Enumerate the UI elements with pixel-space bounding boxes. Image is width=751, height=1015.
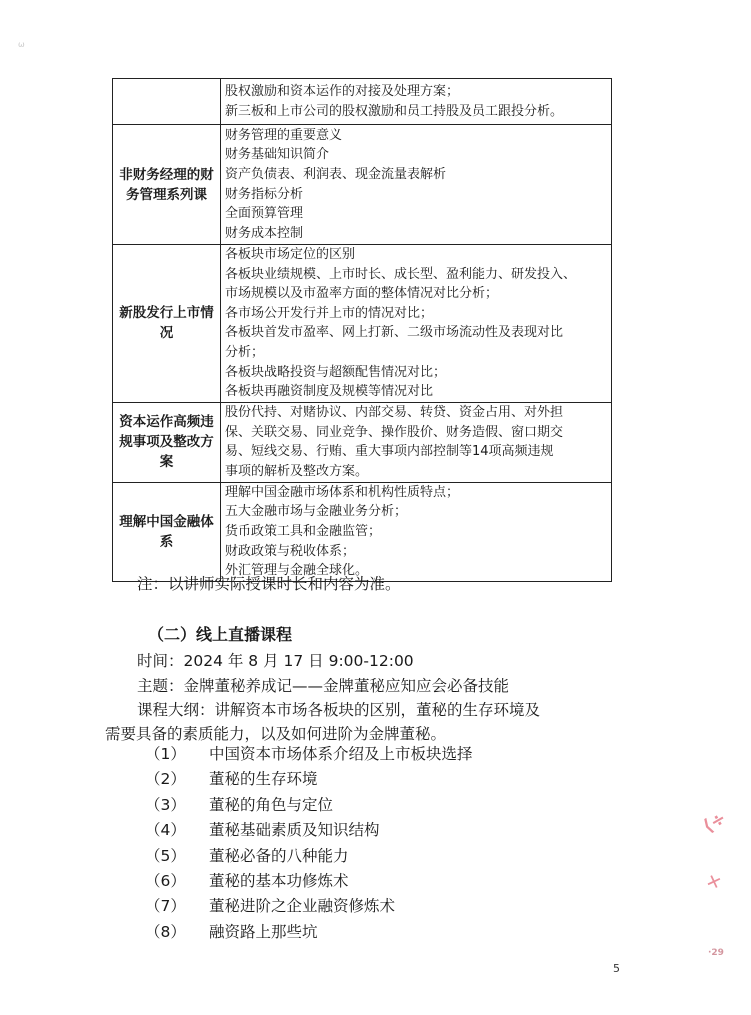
- description-line: 资产负债表、利润表、现金流量表解析: [225, 166, 447, 182]
- list-item: [145, 844, 615, 869]
- section-title: （二）线上直播课程: [148, 625, 293, 644]
- row-description: [221, 125, 612, 245]
- description-line: 财务指标分析: [225, 186, 304, 202]
- outline-list: [145, 742, 615, 945]
- list-item-text: 融资路上那些坑: [209, 922, 318, 941]
- list-item-text: 董秘必备的八种能力: [209, 846, 349, 865]
- description-line: 股份代持、对赌协议、内部交易、转贷、资金占用、对外担: [225, 405, 564, 421]
- list-item-text: 中国资本市场体系介绍及上市板块选择: [209, 745, 473, 763]
- list-item-text: 董秘进阶之企业融资修炼术: [209, 897, 396, 916]
- list-item: [145, 920, 615, 945]
- course-outline-intro-cont: 需要具备的素质能力，以及如何进阶为金牌董秘。: [105, 725, 447, 743]
- description-line: 各市场公开发行并上市的情况对比；: [225, 305, 434, 321]
- list-item: [145, 869, 615, 894]
- table-row: [113, 79, 612, 125]
- list-item-text: 董秘的角色与定位: [209, 795, 334, 814]
- list-item-number: （4）: [145, 821, 186, 840]
- description-line: 财务基础知识简介: [225, 147, 330, 163]
- scan-mark: ω: [18, 40, 25, 49]
- description-line: 理解中国金融市场体系和机构性质特点；: [225, 484, 460, 500]
- seal-stamp-fragment: ·29: [708, 948, 724, 958]
- description-line: 新三板和上市公司的股权激励和员工持股及员工跟投分析。: [225, 103, 564, 119]
- list-item-number: （7）: [145, 897, 186, 916]
- description-line: 事项的解析及整改方案。: [225, 463, 369, 479]
- description-line: 财务成本控制: [225, 225, 304, 241]
- row-category: 非财务经理的财务管理系列课: [113, 125, 221, 245]
- row-description: [221, 79, 612, 125]
- table-row: [113, 245, 612, 403]
- list-item: [145, 793, 615, 818]
- description-line: 保、关联交易、同业竞争、操作股价、财务造假、窗口期交: [225, 424, 564, 440]
- description-line: 财政政策与税收体系；: [225, 543, 356, 559]
- list-item: [145, 894, 615, 919]
- list-item: [145, 742, 615, 767]
- list-item-number: （8）: [145, 922, 186, 941]
- list-item: [145, 818, 615, 843]
- list-item-text: 董秘基础素质及知识结构: [209, 821, 380, 840]
- list-item-number: （3）: [145, 795, 186, 814]
- list-item-number: （2）: [145, 770, 186, 789]
- list-item-number: （1）: [145, 745, 186, 763]
- list-item-number: （6）: [145, 871, 186, 890]
- description-line: 各板块战略投资与超额配售情况对比；: [225, 364, 447, 380]
- description-line: 各板块首发市盈率、网上打新、二级市场流动性及表现对比: [225, 325, 564, 341]
- page-number: 5: [613, 962, 620, 975]
- course-table: [112, 78, 612, 582]
- course-theme: 主题：金牌董秘养成记——金牌董秘应知应会必备技能: [137, 677, 510, 695]
- description-line: 货币政策工具和金融监管；: [225, 523, 382, 539]
- course-time: 时间：2024 年 8 月 17 日 9:00-12:00: [137, 652, 414, 670]
- description-line: 易、短线交易、行贿、重大事项内部控制等14项高频违规: [225, 444, 554, 460]
- description-line: 外汇管理与金融全球化。: [225, 563, 369, 579]
- table-row: [113, 482, 612, 581]
- description-line: 市场规模以及市盈率方面的整体情况对比分析；: [225, 286, 499, 302]
- row-category: 资本运作高频违规事项及整改方案: [113, 402, 221, 482]
- table-note: 注：以讲师实际授课时长和内容为准。: [137, 575, 401, 593]
- description-line: 各板块市场定位的区别: [225, 247, 356, 262]
- description-line: 股权激励和资本运作的对接及处理方案；: [225, 83, 460, 99]
- course-outline-intro: 课程大纲：讲解资本市场各板块的区别，董秘的生存环境及: [137, 701, 541, 719]
- row-description: [221, 482, 612, 581]
- description-line: 各板块业绩规模、上市时长、成长型、盈利能力、研发投入、: [225, 266, 577, 282]
- seal-stamp-fragment: ⟨÷: [699, 807, 731, 838]
- description-line: 五大金融市场与金融业务分析；: [225, 504, 408, 520]
- table-row: [113, 402, 612, 482]
- row-description: [221, 402, 612, 482]
- list-item: [145, 767, 615, 792]
- list-item-text: 董秘的生存环境: [209, 770, 318, 789]
- list-item-number: （5）: [145, 846, 186, 865]
- list-item-text: 董秘的基本功修炼术: [209, 871, 349, 890]
- description-line: 各板块再融资制度及规模等情况对比: [225, 384, 434, 400]
- description-line: 财务管理的重要意义: [225, 127, 343, 143]
- description-line: 全面预算管理: [225, 206, 304, 222]
- seal-stamp-fragment: ✕: [702, 870, 725, 895]
- description-line: 分析；: [225, 344, 265, 360]
- row-category: 理解中国金融体系: [113, 482, 221, 581]
- row-description: [221, 245, 612, 403]
- row-category: [113, 79, 221, 125]
- row-category: 新股发行上市情况: [113, 245, 221, 403]
- table-row: [113, 125, 612, 245]
